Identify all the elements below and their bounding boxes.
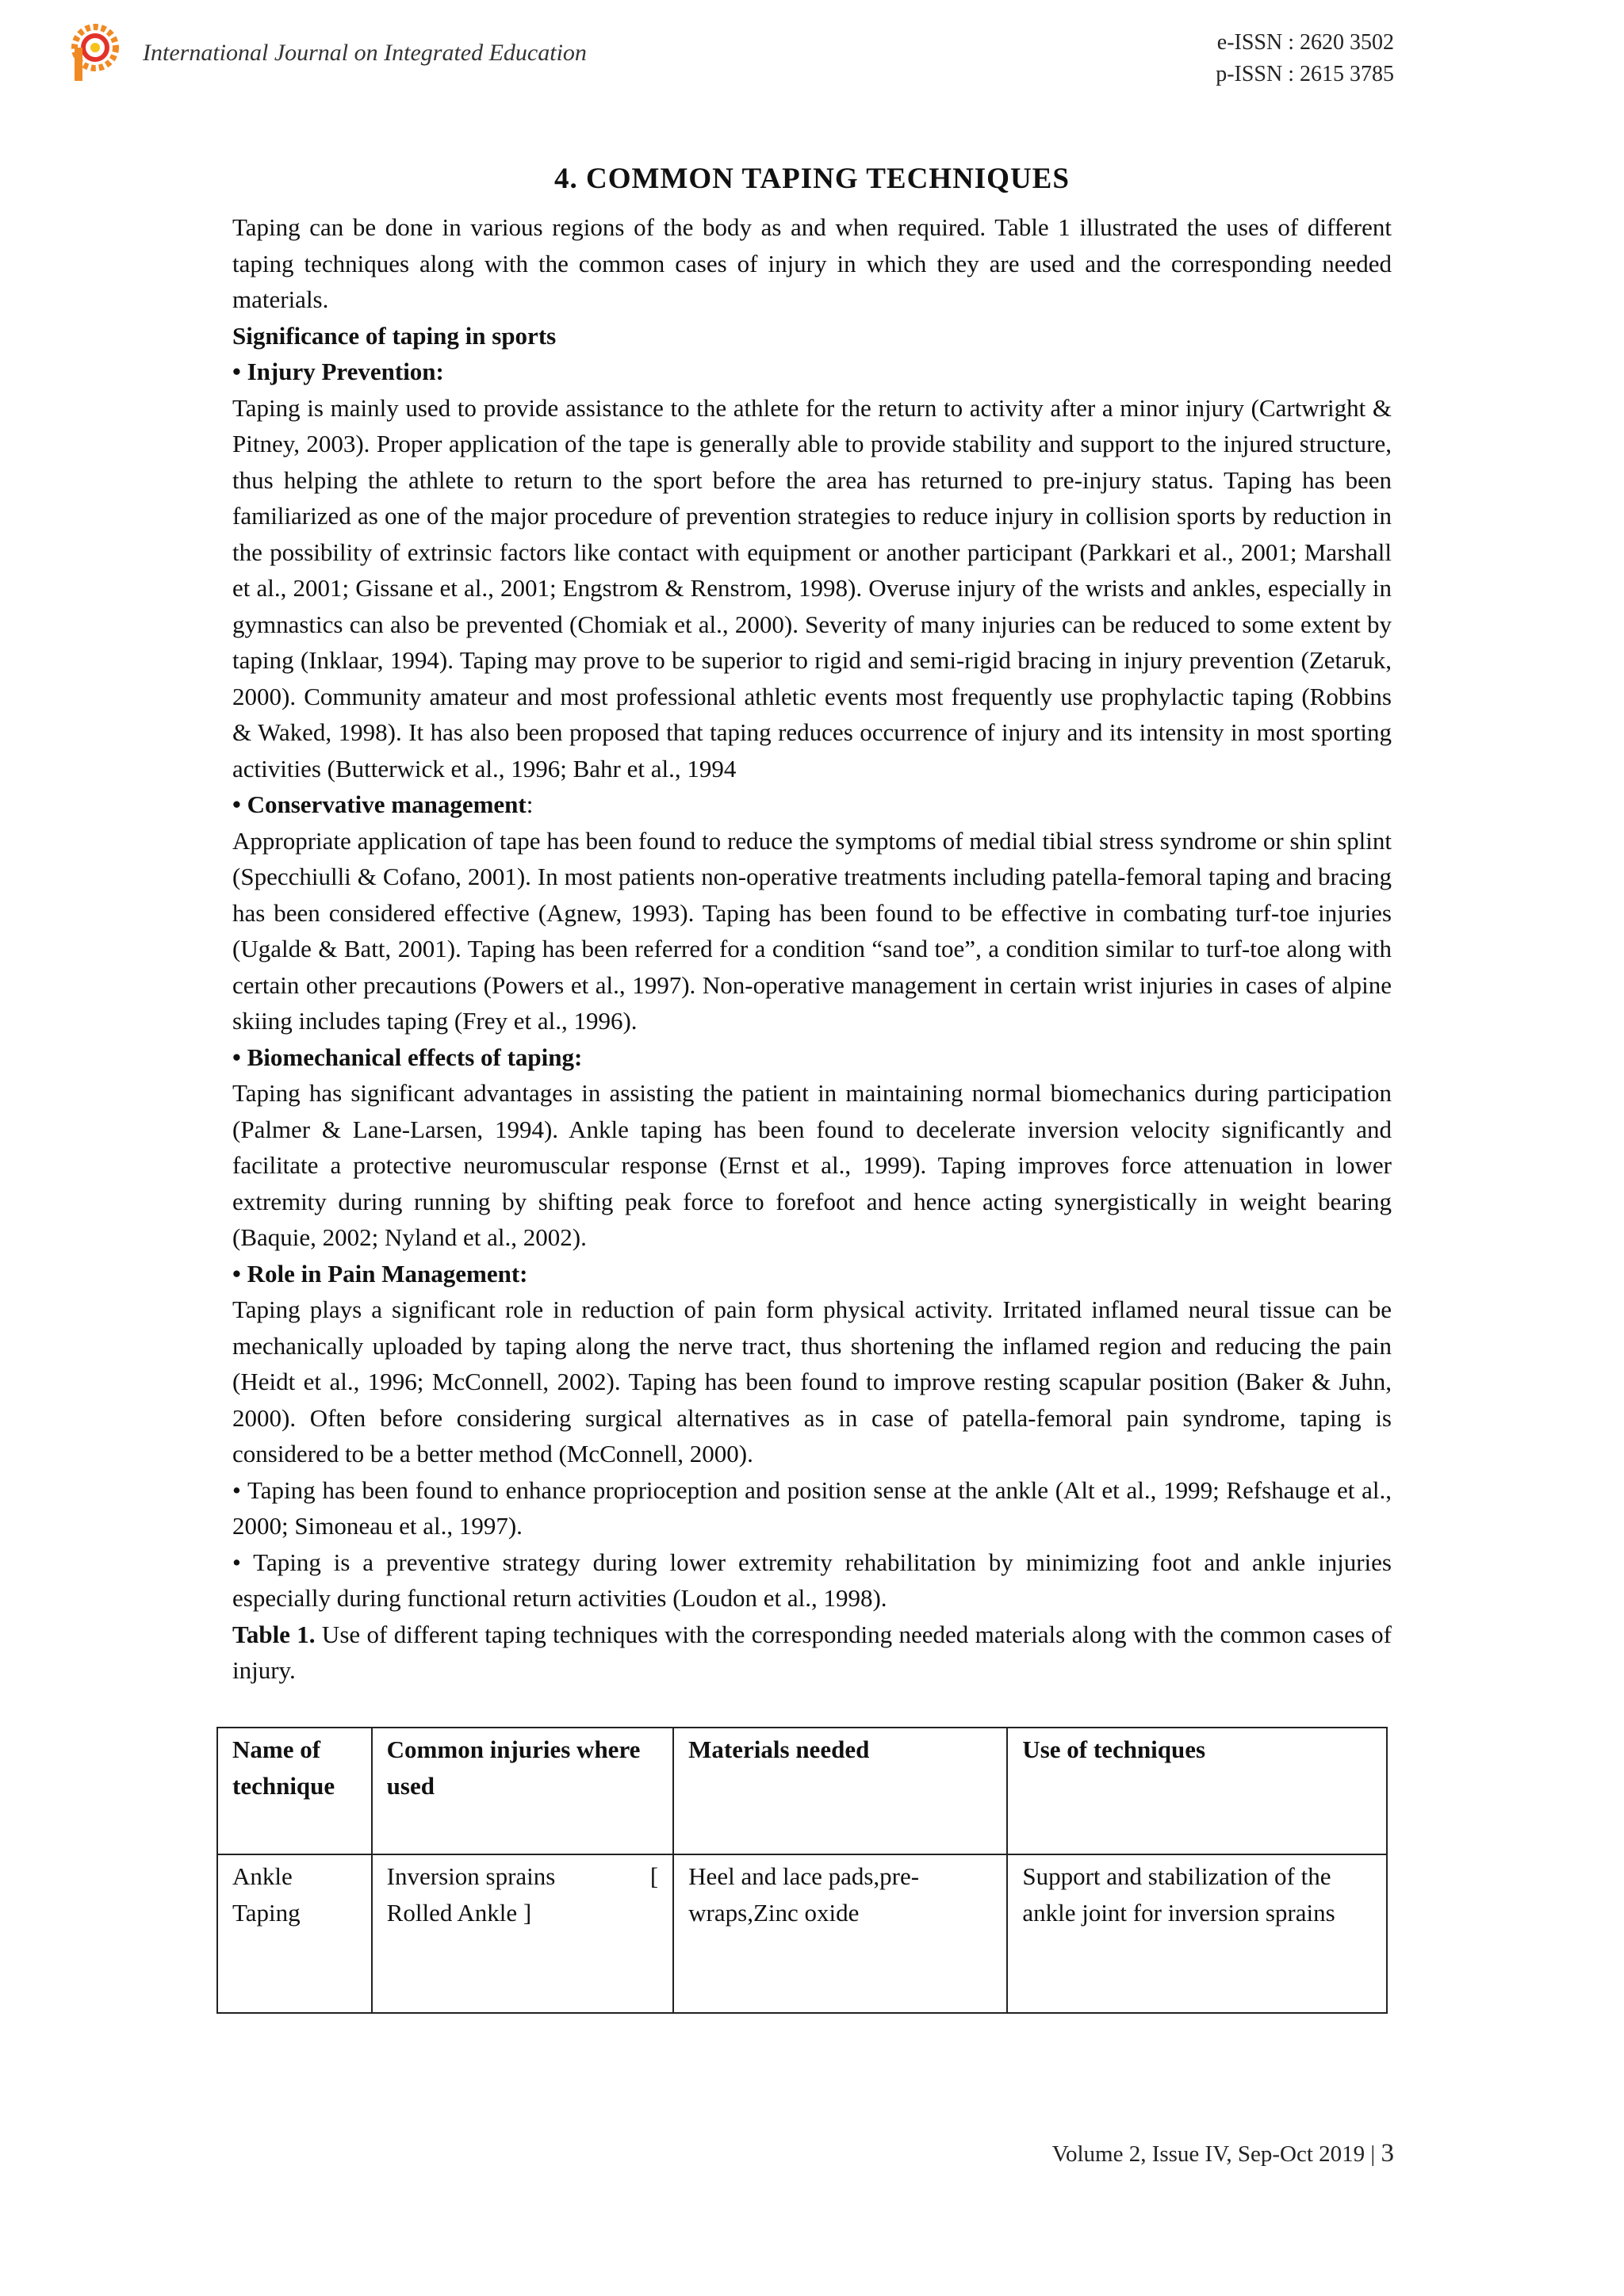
taping-techniques-table xyxy=(216,1727,1388,2014)
biomechanical-heading: • Biomechanical effects of taping: xyxy=(232,1043,583,1071)
volume-issue: Volume 2, Issue IV, Sep-Oct 2019 | xyxy=(1051,2141,1381,2167)
page-footer xyxy=(1052,2139,1394,2168)
injury-bracket: [ xyxy=(649,1862,659,1890)
pain-bullet-2: • Taping is a preventive strategy during lower extremity rehabilitation by minimizing foot and ankle injuries especially during functional return activities (Loudon et al., 1998). xyxy=(232,1548,1392,1612)
conservative-colon: : xyxy=(526,790,534,818)
header-materials-needed: Materials needed xyxy=(673,1728,1007,1854)
conservative-heading-line xyxy=(232,786,1392,823)
biomechanical-paragraph: Taping has significant advantages in assisting the patient in maintaining normal biomechanics during participation (Palmer & Lane-Larsen, 1994). Ankle taping has been found to decelerate inversion velocity significantly and facilitate a protective neuromuscular response (Ernst et al., 1999). Taping improves force attenuation in lower extremity during running by shifting peak force to forefoot and hence acting synergistically in weight bearing (Baquie, 2002; Nyland et al., 2002). xyxy=(232,1079,1392,1251)
pissn: p-ISSN : 2615 3785 xyxy=(1216,62,1394,86)
intro-paragraph: Taping can be done in various regions of the body as and when required. Table 1 illustrated the uses of different taping techniques along with the common cases of injury in which they are used and the corresponding needed materials. xyxy=(232,213,1392,313)
pain-paragraph: Taping plays a significant role in reduction of pain form physical activity. Irritated inflamed neural tissue can be mechanically uploaded by taping along the nerve tract, thus shortening the inflamed region and reducing the pain (Heidt et al., 1996; McConnell, 2002). Taping has been found to improve resting scapular position (Baker & Juhn, 2000). Often before considering surgical alternatives as in case of patella-femoral pain syndrome, taping is considered to be a better method (McConnell, 2000). xyxy=(232,1295,1392,1468)
cell-materials: Heel and lace pads,pre-wraps,Zinc oxide xyxy=(673,1854,1007,2013)
page-number: 3 xyxy=(1381,2139,1394,2168)
journal-title: International Journal on Integrated Education xyxy=(143,40,587,66)
article-body xyxy=(232,159,1392,1689)
cell-use: Support and stabilization of the ankle joint for inversion sprains xyxy=(1007,1854,1387,2013)
conservative-paragraph: Appropriate application of tape has been found to reduce the symptoms of medial tibial stress syndrome or shin splint (Specchiulli & Cofano, 2001). In most patients non-operative treatments including patella-femoral taping and bracing has been considered effective (Agnew, 1993). Taping has been found to be effective in combating turf-toe injuries (Ugalde & Batt, 2001). Taping has been referred for a condition “sand toe”, a condition similar to turf-toe along with certain other precautions (Powers et al., 1997). Non-operative management in certain wrist injuries in cases of alpine skiing includes taping (Frey et al., 1996). xyxy=(232,826,1392,1035)
cell-technique-name: Ankle Taping xyxy=(217,1854,372,2013)
injury-prevention-paragraph: Taping is mainly used to provide assistance to the athlete for the return to activity after a minor injury (Cartwright & Pitney, 2003). Proper application of the tape is generally able to provide stability and support to the injured structure, thus helping the athlete to return to the sport before the area has returned to pre-injury status. Taping has been familiarized as one of the major procedure of prevention strategies to reduce injury in collision sports by reduction in the possibility of extrinsic factors like contact with equipment or another participant (Parkkari et al., 2001; Marshall et al., 2001; Gissane et al., 2001; Engstrom & Renstrom, 1998). Overuse injury of the wrists and ankles, especially in gymnastics can also be prevented (Chomiak et al., 2000). Severity of many injuries can be reduced to some extent by taping (Inklaar, 1994). Taping may prove to be superior to rigid and semi-rigid bracing in injury prevention (Zetaruk, 2000). Community amateur and most professional athletic events most frequently use prophylactic taping (Robbins & Waked, 1998). It has also been proposed that taping reduces occurrence of injury and its intensity in most sporting activities (Butterwick et al., 1996; Bahr et al., 1994 xyxy=(232,393,1392,783)
injury-line-1 xyxy=(387,1858,659,1895)
table-caption xyxy=(232,1617,1392,1689)
header-common-injuries: Common injuries where used xyxy=(372,1728,674,1854)
injury-text-a: Inversion sprains xyxy=(386,1862,556,1890)
eissn: e-ISSN : 2620 3502 xyxy=(1216,30,1394,55)
significance-heading: Significance of taping in sports xyxy=(232,321,557,350)
table-header-row xyxy=(217,1728,1387,1854)
injury-text-b: Rolled Ankle ] xyxy=(386,1898,532,1927)
conservative-heading: • Conservative management xyxy=(232,790,527,818)
pain-bullet-1: • Taping has been found to enhance proprioception and position sense at the ankle (Alt et al., 1999; Refshauge et al., 2000; Simoneau et al., 1997). xyxy=(232,1475,1392,1540)
issn-block xyxy=(1216,27,1394,90)
cell-common-injuries xyxy=(372,1854,674,2013)
header-name-of-technique: Name of technique xyxy=(217,1728,372,1854)
header-use-of-techniques: Use of techniques xyxy=(1007,1728,1387,1854)
table-caption-label: Table 1. xyxy=(232,1620,316,1648)
pain-heading: • Role in Pain Management: xyxy=(232,1259,528,1288)
injury-prevention-heading: • Injury Prevention: xyxy=(232,358,444,385)
journal-logo-icon xyxy=(63,21,127,84)
table-row xyxy=(217,1854,1387,2013)
section-heading: 4. COMMON TAPING TECHNIQUES xyxy=(554,163,1070,195)
table-caption-text: Use of different taping techniques with the corresponding needed materials along with the common cases of injury. xyxy=(232,1620,1392,1684)
